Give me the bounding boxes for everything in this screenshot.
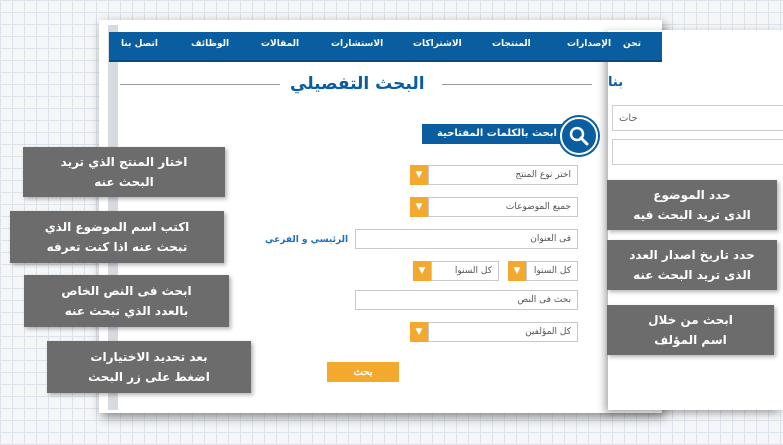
callout-line: بالعدد الذي تبحث عنه <box>64 304 189 318</box>
nav-item-consultations[interactable]: الاستشارات <box>331 39 384 49</box>
callout-select-topic <box>607 180 777 230</box>
keyword-search-tab[interactable]: ابحث بالكلمات المفتاحية <box>422 124 572 144</box>
callout-line: اختار المنتج الذي تريد <box>60 155 188 169</box>
authors-dropdown-arrow[interactable]: ▼ <box>410 322 428 342</box>
nav-item-articles[interactable]: المقالات <box>261 39 300 49</box>
side-panel-field[interactable]: حات <box>612 105 783 131</box>
callout-line: ابحث فى النص الخاص <box>61 284 192 298</box>
title-scope-label: الرئيسي و الفرعي <box>265 235 349 245</box>
years-from-dropdown-arrow[interactable]: ▼ <box>508 261 526 281</box>
callout-line: البحث عنه <box>94 175 154 189</box>
authors-select[interactable]: كل المؤلفين <box>428 322 578 342</box>
title-search-input[interactable]: فى العنوان <box>355 229 578 249</box>
callout-line: الذى تريد البحث فيه <box>633 208 751 222</box>
top-navbar <box>109 32 662 62</box>
text-search-input[interactable]: بحث فى النص <box>355 290 578 310</box>
product-type-select[interactable]: اختر نوع المنتج <box>428 165 578 185</box>
topics-dropdown-arrow[interactable]: ▼ <box>410 197 428 217</box>
nav-item-publications[interactable]: الإصدارات <box>567 39 612 49</box>
callout-line: حدد الموضوع <box>653 188 731 202</box>
nav-item-subscriptions[interactable]: الاشتراكات <box>413 39 462 49</box>
side-panel-field-2[interactable] <box>612 139 783 165</box>
callout-select-date <box>607 240 777 290</box>
callout-text-search <box>24 275 229 327</box>
callout-press-search <box>47 341 251 393</box>
search-icon[interactable] <box>560 117 598 155</box>
callout-line: اضغط على زر البحث <box>88 370 210 384</box>
callout-line: تبحث عنه اذا كنت تعرفه <box>46 240 188 254</box>
topics-select[interactable]: جميع الموضوعات <box>428 197 578 217</box>
callout-line: الذى تريد البحث عنه <box>633 268 751 282</box>
nav-item-jobs[interactable]: الوظائف <box>191 39 230 49</box>
callout-line: ابحث من خلال <box>648 313 733 327</box>
side-panel-label: بنا <box>608 75 624 90</box>
callout-line: اكتب اسم الموضوع الذي <box>44 220 190 234</box>
product-type-dropdown-arrow[interactable]: ▼ <box>410 165 428 185</box>
years-to-dropdown-arrow[interactable]: ▼ <box>413 261 431 281</box>
years-from-select[interactable]: كل السنوا <box>526 261 578 281</box>
callout-line: حدد تاريخ اصدار العدد <box>629 248 755 262</box>
nav-item-contact[interactable]: اتصل بنا <box>121 39 158 49</box>
callout-author-search <box>607 305 774 355</box>
search-button[interactable]: بحث <box>327 362 399 382</box>
page-title: البحث التفصيلي <box>290 74 425 94</box>
title-divider-right <box>442 84 592 85</box>
years-to-select[interactable]: كل السنوا <box>431 261 499 281</box>
callout-type-topic <box>10 211 224 263</box>
magnifier-icon <box>562 119 596 153</box>
callout-choose-product <box>23 147 225 197</box>
nav-item-about[interactable]: تحن <box>623 39 641 49</box>
nav-item-products[interactable]: المنتجات <box>492 39 531 49</box>
callout-line: بعد تحديد الاختيارات <box>90 350 208 364</box>
callout-line: اسم المؤلف <box>654 333 727 347</box>
title-divider-left <box>120 84 280 85</box>
